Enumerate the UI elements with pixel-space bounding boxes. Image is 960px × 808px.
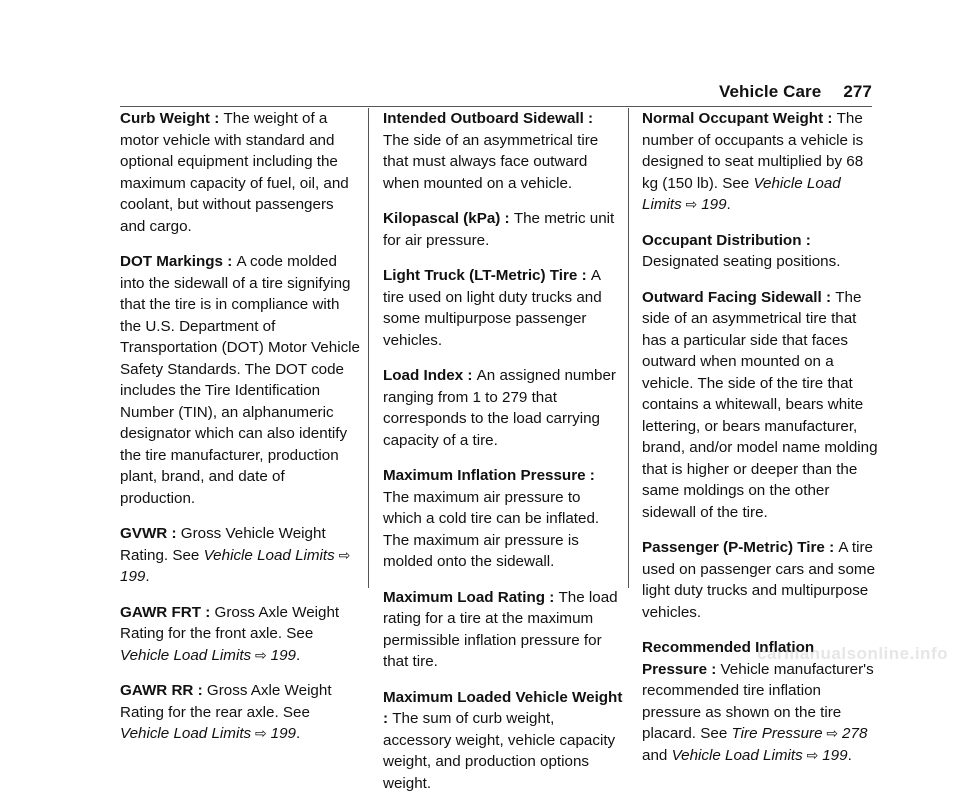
cross-reference-link-page: 199 — [270, 725, 296, 742]
cross-reference-link-title: Tire Pressure — [731, 725, 823, 742]
definition-connector: and — [642, 746, 672, 764]
glossary-entry — [120, 523, 360, 588]
glossary-definition: Gross Axle Weight Rating for the rear axle. See — [120, 682, 332, 721]
column-2 — [383, 108, 623, 808]
page-reference-icon: ⇨ — [822, 725, 843, 741]
glossary-term: Maximum Load Rating : — [383, 589, 559, 606]
page-reference-icon: ⇨ — [334, 546, 351, 563]
page-reference-icon: ⇨ — [251, 646, 271, 663]
cross-reference-link-title: Vehicle Load Limits — [120, 646, 252, 664]
glossary-term: GVWR : — [120, 525, 181, 542]
glossary-entry — [120, 602, 360, 667]
definition-end: . — [296, 646, 301, 664]
glossary-definition: The maximum air pressure to which a cold tire can be inflated. The maximum air pressure is molded onto the sidewall. — [383, 488, 600, 570]
glossary-term: Load Index : — [383, 367, 477, 384]
column-1 — [120, 108, 360, 759]
definition-end: . — [847, 746, 852, 764]
column-3 — [642, 108, 882, 780]
glossary-entry — [383, 365, 623, 451]
cross-reference-link[interactable] — [672, 747, 848, 764]
definition-end: . — [145, 568, 150, 585]
glossary-definition: The number of occupants a vehicle is designed to seat multiplied by 68 kg (150 lb). See — [642, 110, 864, 192]
column-divider — [368, 108, 369, 588]
glossary-entry — [120, 680, 360, 745]
cross-reference-link[interactable] — [120, 725, 296, 742]
glossary-term: Maximum Loaded Vehicle Weight : — [383, 689, 622, 728]
glossary-entry — [383, 465, 623, 573]
glossary-term: GAWR RR : — [120, 682, 207, 699]
glossary-definition: The side of an asymmetrical tire that has a particular side that faces outward when mounted on a vehicle. The side of the tire that contains a whitewall, bears white lettering, or bears manufacturer, brand, and/or model name molding that is higher or deeper than the same moldings on the other sidewall of the tire. — [642, 288, 878, 521]
definition-end: . — [296, 725, 301, 742]
column-divider — [628, 108, 629, 588]
glossary-definition: Gross Axle Weight Rating for the front axle. See — [120, 603, 340, 642]
cross-reference-link-title: Vehicle Load Limits — [120, 725, 252, 742]
page-reference-icon: ⇨ — [251, 725, 271, 741]
glossary-entry — [383, 265, 623, 351]
page-number: 277 — [843, 82, 872, 101]
glossary-entry — [642, 287, 882, 524]
watermark: carmanualsonline.info — [757, 644, 948, 663]
cross-reference-link-page: 199 — [701, 196, 727, 213]
glossary-term: GAWR FRT : — [120, 604, 215, 621]
section-title: Vehicle Care — [719, 82, 822, 101]
page-header — [719, 82, 872, 102]
glossary-definition: The side of an asymmetrical tire that must always face outward when mounted on a vehicle. — [383, 131, 599, 192]
glossary-definition: The sum of curb weight, accessory weight, vehicle capacity weight, and production options weight. — [383, 710, 616, 792]
cross-reference-link-page: 199 — [270, 646, 296, 664]
glossary-term: Curb Weight : — [120, 110, 224, 127]
glossary-definition: A tire used on passenger cars and some light duty trucks and multipurpose vehicles. — [642, 539, 876, 621]
header-rule — [120, 106, 872, 107]
glossary-term: Occupant Distribution : — [642, 232, 811, 249]
glossary-entry — [120, 251, 360, 509]
glossary-entry — [642, 230, 882, 273]
glossary-definition: A tire used on light duty trucks and some multipurpose passenger vehicles. — [383, 267, 602, 349]
glossary-definition: Vehicle manufacturer's recommended tire inflation pressure as shown on the tire placard. See — [642, 660, 874, 742]
glossary-term: Passenger (P-Metric) Tire : — [642, 539, 838, 556]
cross-reference-link-title: Vehicle Load Limits — [642, 174, 841, 213]
cross-reference-link[interactable] — [732, 725, 868, 742]
cross-reference-link-page: 278 — [842, 725, 868, 742]
glossary-definition: A code molded into the sidewall of a tire signifying that the tire is in compliance with the U.S. Department of Transportation (DOT) Motor Vehicle Safety Standards. The DOT code includes the Tire Identification Number (TIN), an alphanumeric designator which can also identify the tire manufacturer, production plant, brand, and date of production. — [120, 253, 360, 507]
glossary-entry — [120, 108, 360, 237]
definition-end: . — [726, 196, 731, 213]
glossary-term: Normal Occupant Weight : — [642, 110, 837, 127]
page-reference-icon: ⇨ — [681, 196, 702, 212]
cross-reference-link-page: 199 — [822, 746, 848, 764]
glossary-term: DOT Markings : — [120, 253, 236, 270]
glossary-term: Maximum Inflation Pressure : — [383, 467, 595, 484]
glossary-term: Recommended Inflation Pressure : — [642, 639, 814, 678]
glossary-entry — [642, 537, 882, 623]
glossary-term: Kilopascal (kPa) : — [383, 210, 514, 227]
cross-reference-link-title: Vehicle Load Limits — [671, 746, 803, 764]
glossary-entry — [383, 587, 623, 673]
glossary-entry — [383, 208, 623, 251]
glossary-entry — [383, 687, 623, 795]
cross-reference-link-page: 199 — [120, 568, 146, 585]
page-reference-icon: ⇨ — [802, 746, 823, 763]
glossary-definition: An assigned number ranging from 1 to 279 that corresponds to the load carrying capacity of a tire. — [383, 367, 616, 449]
glossary-definition: Designated seating positions. — [642, 253, 841, 270]
glossary-term: Outward Facing Sidewall : — [642, 289, 835, 306]
glossary-term: Intended Outboard Sidewall : — [383, 110, 593, 127]
glossary-definition: The weight of a motor vehicle with standard and optional equipment including the maximum capacity of fuel, oil, and coolant, but without passengers and cargo. — [120, 110, 349, 235]
glossary-entry — [642, 108, 882, 216]
glossary-term: Light Truck (LT-Metric) Tire : — [383, 267, 591, 284]
glossary-definition: The metric unit for air pressure. — [383, 210, 615, 249]
glossary-definition: The load rating for a tire at the maximum permissible inflation pressure for that tire. — [383, 588, 618, 670]
glossary-definition: Gross Vehicle Weight Rating. See — [120, 525, 326, 564]
cross-reference-link-title: Vehicle Load Limits — [203, 546, 335, 564]
cross-reference-link[interactable] — [120, 647, 296, 664]
glossary-entry — [383, 108, 623, 194]
